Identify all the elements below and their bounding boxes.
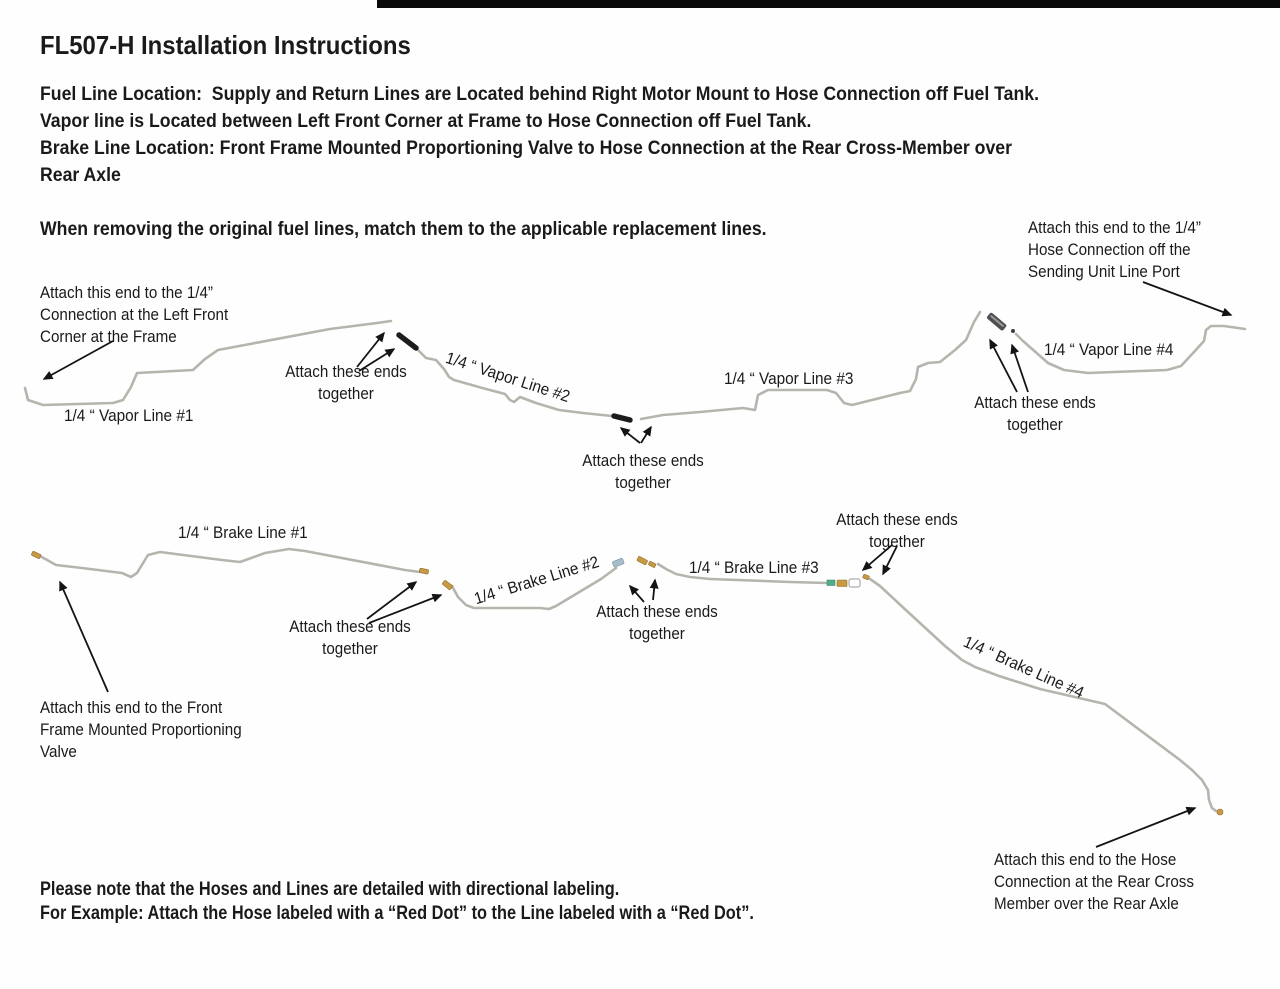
brake-2-left-fitting: [442, 580, 453, 590]
annotation-left-front-corner: Attach this end to the 1/4” Connection at the Left Front Corner at the Frame: [40, 284, 229, 346]
brake-2-right-fitting-silver: [612, 558, 624, 568]
vapor-4-sleeve-dot: [1011, 329, 1015, 333]
brake-3-end-cap: [849, 579, 860, 587]
brake-1-left-fitting: [31, 551, 41, 559]
attach-label-vapor-1-2: Attach these ends together: [285, 363, 407, 403]
label-vapor-line-2: 1/4 “ Vapor Line #2: [443, 349, 573, 407]
intro-line-4: Rear Axle: [40, 165, 121, 186]
vapor-line-3-path: [641, 312, 980, 419]
label-vapor-line-3: 1/4 “ Vapor Line #3: [724, 370, 854, 388]
attach-label-vapor-3-4: Attach these ends together: [974, 394, 1096, 434]
arrow-attach-b23-b: [653, 580, 655, 600]
arrow-attach-b23-a: [630, 586, 644, 602]
label-brake-line-4: 1/4 “ Brake Line #4: [960, 633, 1087, 703]
arrow-prop-valve-to-brake1: [60, 582, 108, 692]
intro-line-3: Brake Line Location: Front Frame Mounted Proportioning Valve to Hose Connection at the Rear Cross-Member over: [40, 138, 1012, 159]
brake-1-right-fitting: [419, 568, 429, 574]
directional-labeling-note: Please note that the Hoses and Lines are detailed with directional labeling. For Example: Attach the Hose labeled with a “Red Dot” to the Line labeled with a “Red Dot”.: [40, 879, 754, 924]
label-vapor-line-4: 1/4 “ Vapor Line #4: [1044, 341, 1174, 359]
vapor-2-black-end-connector: [399, 335, 416, 348]
attach-label-brake-1-2: Attach these ends together: [289, 618, 411, 658]
brake-4-end-fitting: [1217, 809, 1223, 815]
brake-3-left-fitting-a: [637, 556, 648, 565]
attach-label-vapor-2-3: Attach these ends together: [582, 452, 704, 492]
label-brake-line-3: 1/4 “ Brake Line #3: [689, 559, 819, 577]
arrow-attach-v34-b: [1012, 345, 1028, 392]
arrow-attach-v23-a: [621, 428, 640, 443]
brake-line-4-path: [870, 579, 1216, 811]
annotation-sending-unit: Attach this end to the 1/4” Hose Connection off the Sending Unit Line Port: [1028, 219, 1202, 281]
vapor-2-tail-black-connector: [614, 416, 630, 420]
brake-4-start-fitting: [863, 574, 870, 580]
brake-3-green-band: [827, 580, 835, 586]
attach-label-brake-2-3: Attach these ends together: [596, 603, 718, 643]
brake-line-1-path: [40, 549, 420, 577]
removal-instruction: When removing the original fuel lines, match them to the applicable replacement lines.: [40, 219, 767, 240]
intro-line-1: Fuel Line Location: Supply and Return Lines are Located behind Right Motor Mount to Hose Connection off Fuel Tank.: [40, 84, 1040, 105]
annotation-proportioning-valve: Attach this end to the Front Frame Mounted Proportioning Valve: [40, 699, 242, 761]
label-brake-line-1: 1/4 “ Brake Line #1: [178, 524, 308, 542]
intro-line-2: Vapor line is Located between Left Front Corner at Frame to Hose Connection off Fuel Tank.: [40, 111, 812, 132]
page-title: FL507-H Installation Instructions: [40, 30, 411, 60]
arrow-rear-axle-to-brake4: [1096, 808, 1195, 847]
arrow-attach-v23-b: [641, 427, 651, 443]
label-brake-line-2: 1/4 “ Brake Line #2: [472, 553, 602, 609]
attach-label-brake-3-4: Attach these ends together: [836, 511, 958, 551]
brake-3-right-fitting: [837, 580, 847, 587]
annotation-rear-axle: Attach this end to the Hose Connection at the Rear Cross Member over the Rear Axle: [994, 851, 1194, 913]
label-vapor-line-1: 1/4 “ Vapor Line #1: [64, 407, 194, 425]
vapor-4-sleeve-connector: [986, 312, 1007, 331]
brake-3-left-fitting-b: [648, 561, 656, 568]
arrow-sending-unit-to-vapor4: [1143, 282, 1231, 315]
